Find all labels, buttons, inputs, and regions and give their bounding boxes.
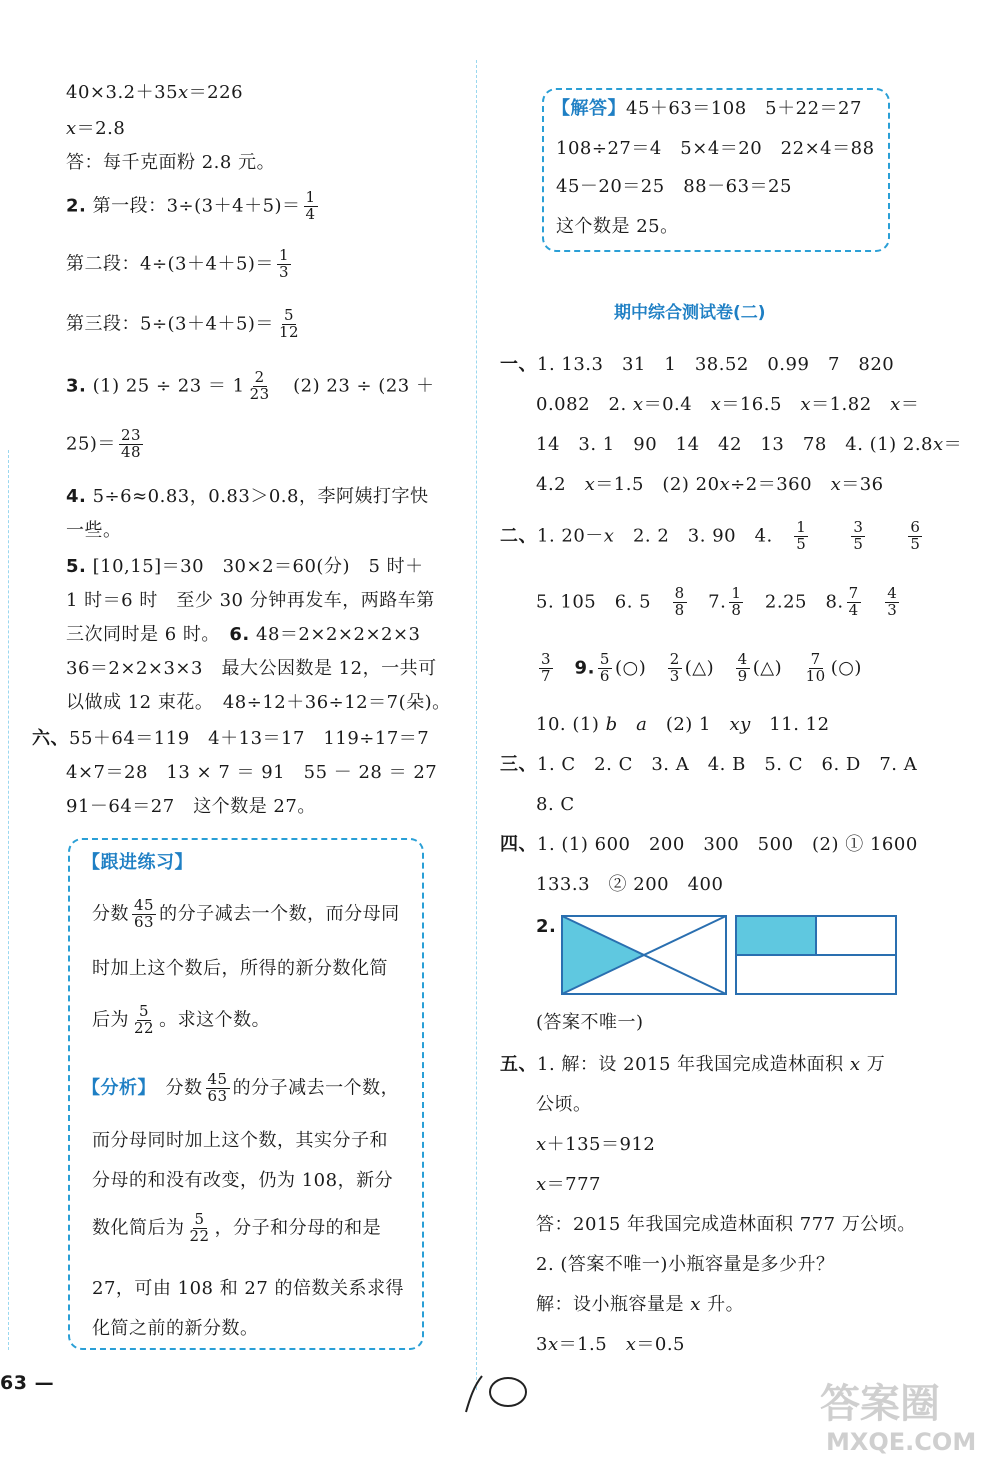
- watermark-logo: 答案圈: [820, 1381, 940, 1427]
- answer-line-4: 这个数是 25。: [556, 216, 679, 237]
- section-4-item-2-label: 2.: [536, 916, 557, 937]
- page-margin-line: [8, 450, 9, 1350]
- section-5-line-6: 2. (答案不唯一)小瓶容量是多少升？: [536, 1254, 835, 1275]
- section-3-line-1: 三、1. C 2. C 3. A 4. B 5. C 6. D 7. A: [500, 754, 918, 775]
- shaded-triangle: [562, 916, 644, 994]
- answer-line: 答：每千克面粉 2.8 元。: [66, 152, 276, 173]
- analysis-line-1: 【分析】 分数 $\frac{45}{63}$ 的分子减去一个数，: [82, 1070, 400, 1105]
- section-1-line-2: 0.082 2. 𝑥＝0.4 𝑥＝16.5 𝑥＝1.82 𝑥＝: [536, 394, 920, 415]
- column-divider: [476, 60, 477, 1390]
- problem-5-line-1: 5. [10,15]＝30 30×2＝60(分) 5 时＋: [66, 556, 424, 577]
- section-5-line-1: 五、1. 解：设 2015 年我国完成造林面积 𝑥 万: [500, 1054, 886, 1075]
- section-6-line-2: 4×7＝28 13 × 7 ＝ 91 55 － 28 ＝ 27: [66, 762, 438, 783]
- shaded-quarter: [736, 916, 816, 955]
- section-5-line-7: 解：设小瓶容量是 𝑥 升。: [536, 1294, 745, 1315]
- follow-up-question-line-3: 后为 $\frac{5}{22}$ 。求这个数。: [92, 1002, 271, 1037]
- answer-line-3: 45－20＝25 88－63＝25: [556, 176, 792, 197]
- section-1-line-1: 一、1. 13.3 31 1 38.52 0.99 7 820: [500, 354, 895, 375]
- solution-line: 𝑥＝2.8: [66, 118, 126, 139]
- section-2-line-3: $\frac{3}{7}$ 9. $\frac{5}{6}$ (○) $\frac{2}{3}$ (△) $\frac{4}{9}$ (△) $\frac{7}{10}$ (○): [541, 650, 862, 685]
- problem-5-line-2: 1 时＝6 时 至少 30 分钟再发车，两路车第: [66, 590, 435, 611]
- analysis-line-4: 数化简后为 $\frac{5}{22}$ ，分子和分母的和是: [92, 1210, 382, 1245]
- answer-line-1: 【解答】45＋63＝108 5＋22＝27: [552, 98, 862, 119]
- handwritten-mark: [458, 1368, 538, 1418]
- follow-up-tag: 【跟进练习】: [82, 852, 193, 873]
- section-1-line-4: 4.2 𝑥＝1.5 (2) 20𝑥÷2＝360 𝑥＝36: [536, 474, 884, 495]
- problem-5-line-3: 三次同时是 6 时。 6. 48＝2×2×2×2×3: [66, 624, 421, 645]
- section-6-line-1: 六、55＋64＝119 4＋13＝17 119÷17＝7: [32, 728, 430, 749]
- section-5-line-5: 答：2015 年我国完成造林面积 777 万公顷。: [536, 1214, 916, 1235]
- section-2-line-2: 5. 105 6. 5 $\frac{8}{8}$ 7. $\frac{1}{8}$ 2.25 8. $\frac{7}{4}$ $\frac{4}{3}$: [536, 584, 898, 619]
- equation-line: 40×3.2＋35𝑥＝226: [66, 82, 244, 103]
- section-2-line-4: 10. (1) 𝑏 𝑎 (2) 1 𝑥𝑦 11. 12: [536, 714, 830, 735]
- section-1-line-3: 14 3. 1 90 14 42 13 78 4. (1) 2.8𝑥＝: [536, 434, 963, 455]
- follow-up-question-line-1: 分数 $\frac{45}{63}$ 的分子减去一个数，而分母同: [92, 896, 400, 931]
- section-5-line-8: 3𝑥＝1.5 𝑥＝0.5: [536, 1334, 686, 1355]
- section-5-line-3: 𝑥＋135＝912: [536, 1134, 656, 1155]
- analysis-line-6: 化简之前的新分数。: [92, 1318, 259, 1339]
- answer-tag: 【解答】: [552, 98, 626, 119]
- problem-2-line-2: 第二段：4÷(3＋4＋5)＝ $\frac{1}{3}$: [66, 246, 289, 281]
- page-number: 63 —: [0, 1372, 55, 1394]
- problem-6-line-3: 以做成 12 束花。 48÷12＋36÷12＝7(朵)。: [66, 692, 451, 713]
- section-5-line-4: 𝑥＝777: [536, 1174, 602, 1195]
- problem-4-line-1: 4. 5÷6≈0.83，0.83＞0.8，李阿姨打字快: [66, 486, 429, 507]
- follow-up-question-line-2: 时加上这个数后，所得的新分数化简: [92, 958, 388, 979]
- analysis-line-2: 而分母同时加上这个数，其实分子和: [92, 1130, 388, 1151]
- answer-line-2: 108÷27＝4 5×4＝20 22×4＝88: [556, 138, 875, 159]
- section-3-line-2: 8. C: [536, 794, 575, 815]
- section-5-line-2: 公顷。: [536, 1094, 592, 1115]
- analysis-tag: 【分析】: [82, 1077, 147, 1099]
- problem-2-line-3: 第三段：5÷(3＋4＋5)＝ $\frac{5}{12}$: [66, 306, 300, 341]
- problem-2-line-1: 2. 第一段：3÷(3＋4＋5)＝ $\frac{1}{4}$: [66, 188, 316, 223]
- analysis-line-3: 分母的和没有改变，仍为 108，新分: [92, 1170, 394, 1191]
- rectangle-split-figure: [734, 914, 898, 996]
- section-4-line-2: 133.3 ② 200 400: [536, 874, 724, 895]
- problem-4-line-2: 一些。: [66, 520, 122, 541]
- section-4-note: (答案不唯一): [536, 1012, 644, 1033]
- rectangle-diagonals-figure: [560, 914, 728, 996]
- section-2-line-1: 二、1. 20－𝑥 2. 2 3. 90 4. $\frac{1}{5}$ $\frac{3}{5}$ $\frac{6}{5}$: [500, 518, 921, 553]
- section-6-line-3: 91－64＝27 这个数是 27。: [66, 796, 316, 817]
- problem-6-line-2: 36＝2×2×3×3 最大公因数是 12，一共可: [66, 658, 437, 679]
- analysis-line-5: 27，可由 108 和 27 的倍数关系求得: [92, 1278, 405, 1299]
- problem-3-line-2: 25)＝ $\frac{23}{48}$: [66, 426, 142, 461]
- problem-3-line-1: 3. (1) 25 ÷ 23 ＝ 1 $\frac{2}{23}$ (2) 23 ÷ (23 ＋: [66, 368, 435, 403]
- test-title: 期中综合测试卷(二): [614, 303, 766, 323]
- section-4-line-1: 四、1. (1) 600 200 300 500 (2) ① 1600: [500, 834, 918, 855]
- watermark-url: MXQE.COM: [826, 1428, 977, 1456]
